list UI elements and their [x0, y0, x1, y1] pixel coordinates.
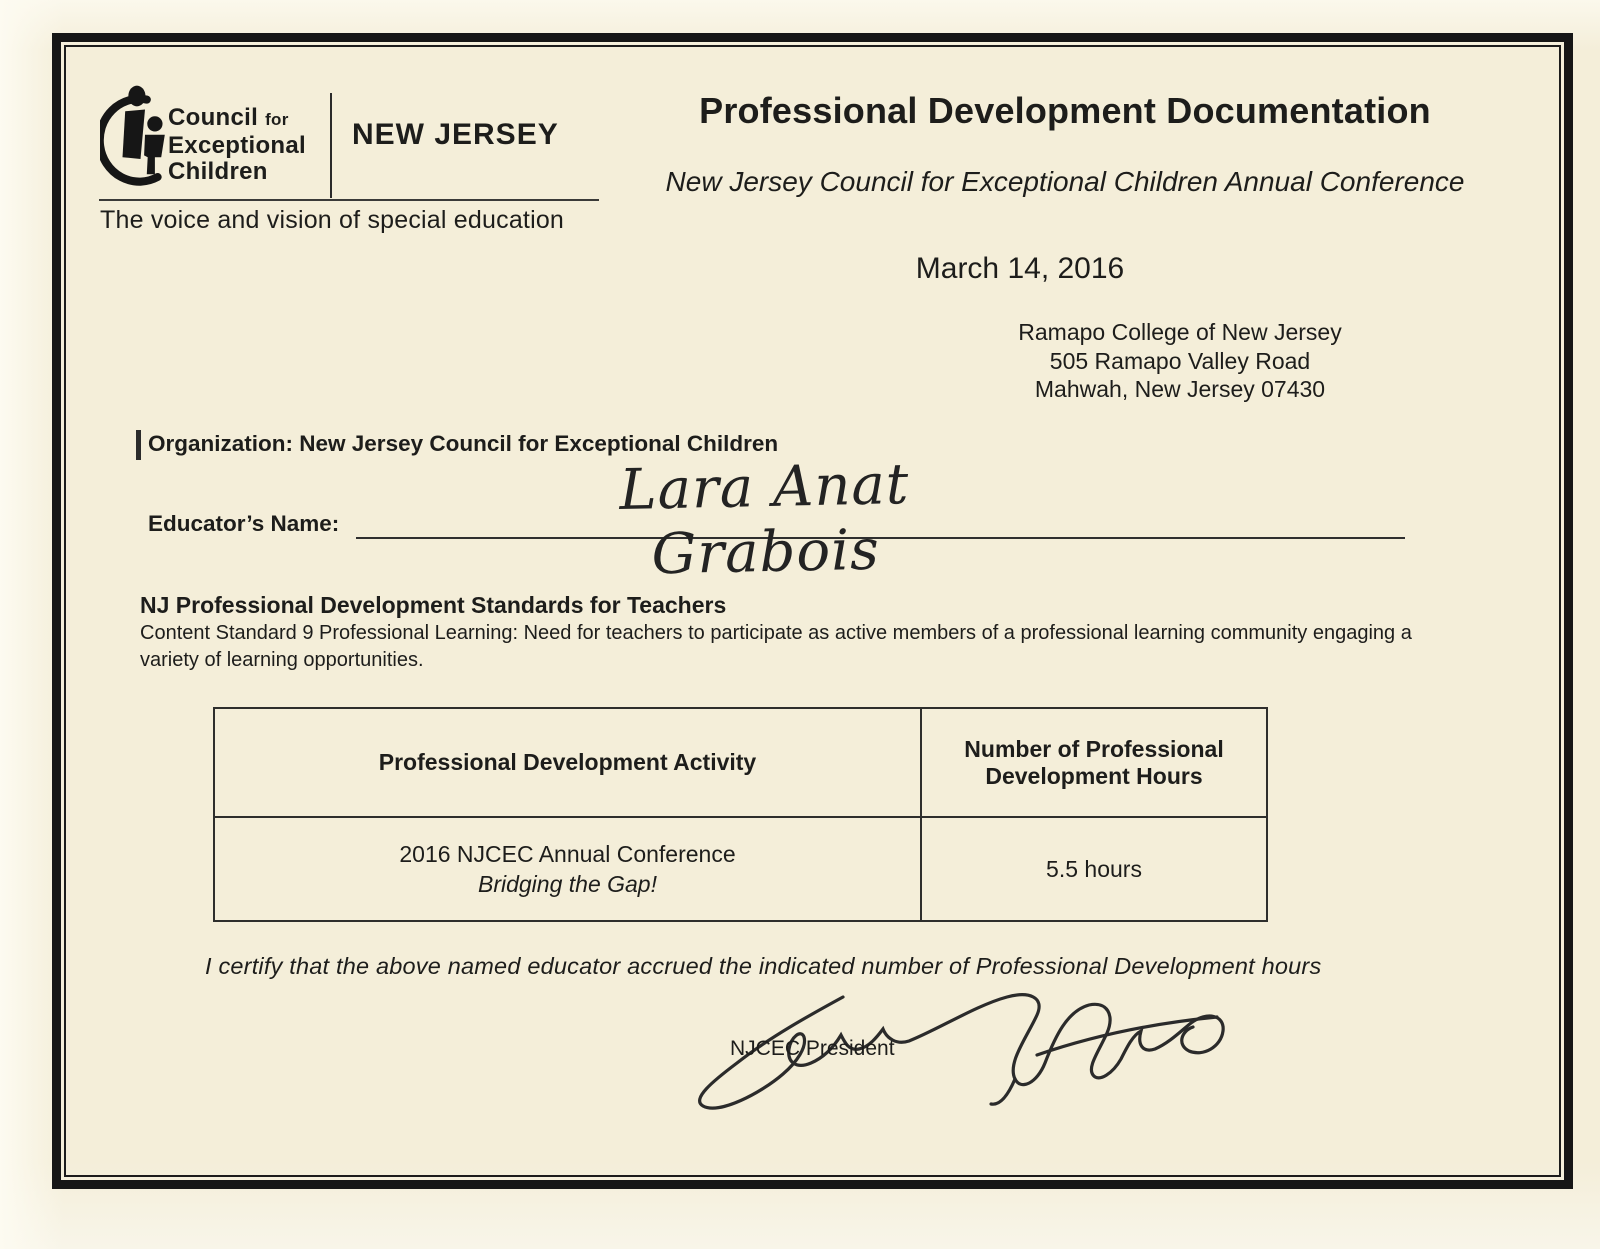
- venue-city: Mahwah, New Jersey 07430: [1034, 376, 1326, 402]
- venue-name: Ramapo College of New Jersey: [1018, 319, 1342, 345]
- cec-logo-icon: [100, 82, 172, 205]
- table-cell-hours: 5.5 hours: [1046, 856, 1142, 882]
- activity-line1: 2016 NJCEC Annual Conference: [399, 841, 736, 867]
- certification-statement: I certify that the above named educator accrued the indicated number of Professional Development hours: [205, 953, 1322, 979]
- document-subtitle: New Jersey Council for Exceptional Children Annual Conference: [665, 166, 1465, 197]
- activity-line2: Bridging the Gap!: [477, 871, 657, 897]
- signer-title: NJCEC President: [730, 1037, 895, 1060]
- event-date: March 14, 2016: [915, 252, 1125, 285]
- table-cell-activity: [215, 818, 922, 920]
- educator-name-handwritten: Lara Anat Grabois: [618, 451, 910, 588]
- standards-heading: NJ Professional Development Standards for Teachers: [140, 592, 727, 618]
- educator-name-label: Educator’s Name:: [148, 511, 340, 536]
- organization-field: [148, 431, 778, 457]
- table-header-hours: Number of Professional Development Hours: [922, 709, 1266, 818]
- logo-underline-rule: [99, 199, 599, 201]
- venue-street: 505 Ramapo Valley Road: [1049, 347, 1311, 374]
- cec-logo-chapter: NEW JERSEY: [352, 118, 559, 151]
- logo-divider-line: [330, 93, 332, 198]
- scan-artifact-tick: [136, 430, 141, 460]
- logo-tagline: The voice and vision of special education: [100, 206, 565, 234]
- standards-body: Content Standard 9 Professional Learning: Need for teachers to participate as active members of a professional learning community engaging a variety of learning opportunities.: [140, 622, 1412, 671]
- organization-value: New Jersey Council for Exceptional Children: [299, 431, 779, 456]
- cec-logo-org-name: Council for Exceptional Children: [168, 104, 307, 185]
- table-header-activity: Professional Development Activity: [215, 709, 922, 818]
- document-title: Professional Development Documentation: [699, 90, 1431, 131]
- pd-hours-table: [213, 707, 1268, 922]
- venue-address: [1005, 318, 1355, 404]
- organization-label: Organization:: [148, 431, 293, 456]
